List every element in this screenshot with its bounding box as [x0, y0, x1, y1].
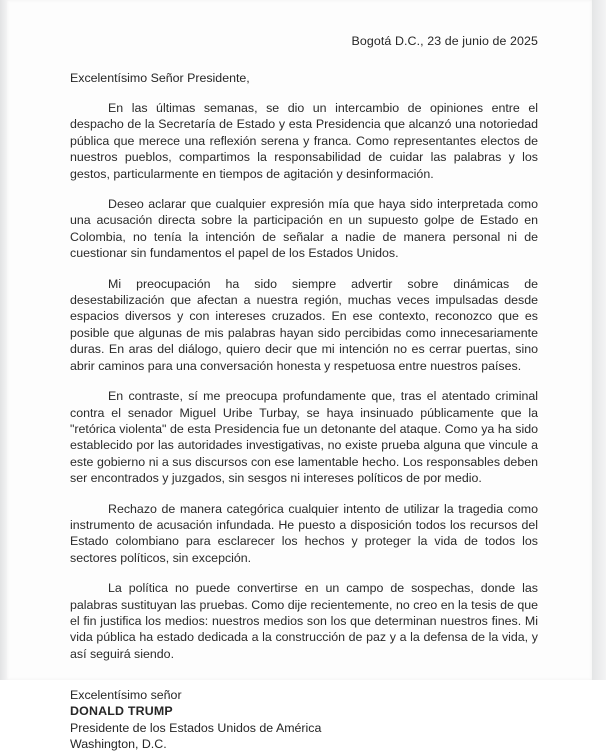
- letter-content: [70, 0, 538, 751]
- salutation: Excelentísimo Señor Presidente,: [70, 71, 250, 85]
- body-paragraph: La política no puede convertirse en un campo de sospechas, donde las palabras sustituyan las pruebas. Como dije recientemente, no creo en la tesis de que el fin justifica los medios: nuestros medios son los que determinan nuestros fines. Mi vida pública ha estado dedicada a la construcción de paz y a la defensa de la vida, y así seguirá siendo.: [70, 581, 538, 661]
- body-paragraph: En contraste, sí me preocupa profundamente que, tras el atentado criminal contra el senador Miguel Uribe Turbay, se haya insinuado públicamente que la "retórica violenta" de esta Presidencia fue un detonante del ataque. Como ya ha sido establecido por las autoridades investigativas, no existe prueba alguna que vincule a este gobierno ni a sus discursos con ese lamentable hecho. Los responsables deben ser encontrados y juzgados, sin sesgos ni intereses políticos de por medio.: [70, 389, 538, 486]
- recipient-name: DONALD TRUMP: [70, 704, 173, 719]
- recipient-location: Washington, D.C.: [70, 736, 167, 751]
- recipient-title: Presidente de los Estados Unidos de América: [70, 720, 322, 735]
- recipient-honorific: Excelentísimo señor: [70, 688, 182, 703]
- letter-sheet: [7, 0, 592, 751]
- page-left-edge-shadow: [0, 0, 7, 680]
- body-paragraph: Deseo aclarar que cualquier expresión mía que haya sido interpretada como una acusación directa sobre la participación en un supuesto golpe de Estado en Colombia, no tenía la intención de señalar a nadie de manera personal ni de cuestionar sin fundamentos el papel de los Estados Unidos.: [70, 197, 538, 261]
- date-line: Bogotá D.C., 23 de junio de 2025: [351, 34, 538, 48]
- body-paragraph: Mi preocupación ha sido siempre advertir sobre dinámicas de desestabilización que afectan a nuestra región, muchas veces impulsadas desde espacios diversos y con intereses cruzados. En ese contexto, reconozco que es posible que algunas de mis palabras hayan sido percibidas como innecesariamente duras. En aras del diálogo, quiero decir que mi intención no es cerrar puertas, sino abrir caminos para una conversación honesta y respetuosa entre nuestros países.: [70, 276, 538, 373]
- body-paragraph: Rechazo de manera categórica cualquier intento de utilizar la tragedia como instrumento de acusación infundada. He puesto a disposición todos los recursos del Estado colombiano para esclarecer los hechos y proteger la vida de todos los sectores políticos, sin excepción.: [70, 501, 538, 565]
- body-paragraph: En las últimas semanas, se dio un intercambio de opiniones entre el despacho de la Secretaría de Estado y esta Presidencia que alcanzó una notoriedad pública que merece una reflexión serena y franca. Como representantes electos de nuestros pueblos, compartimos la responsabilidad de cuidar las palabras y los gestos, particularmente en tiempos de agitación y desinformación.: [70, 101, 538, 181]
- page-right-edge-shadow: [592, 0, 606, 680]
- closing-address-block: [70, 687, 538, 752]
